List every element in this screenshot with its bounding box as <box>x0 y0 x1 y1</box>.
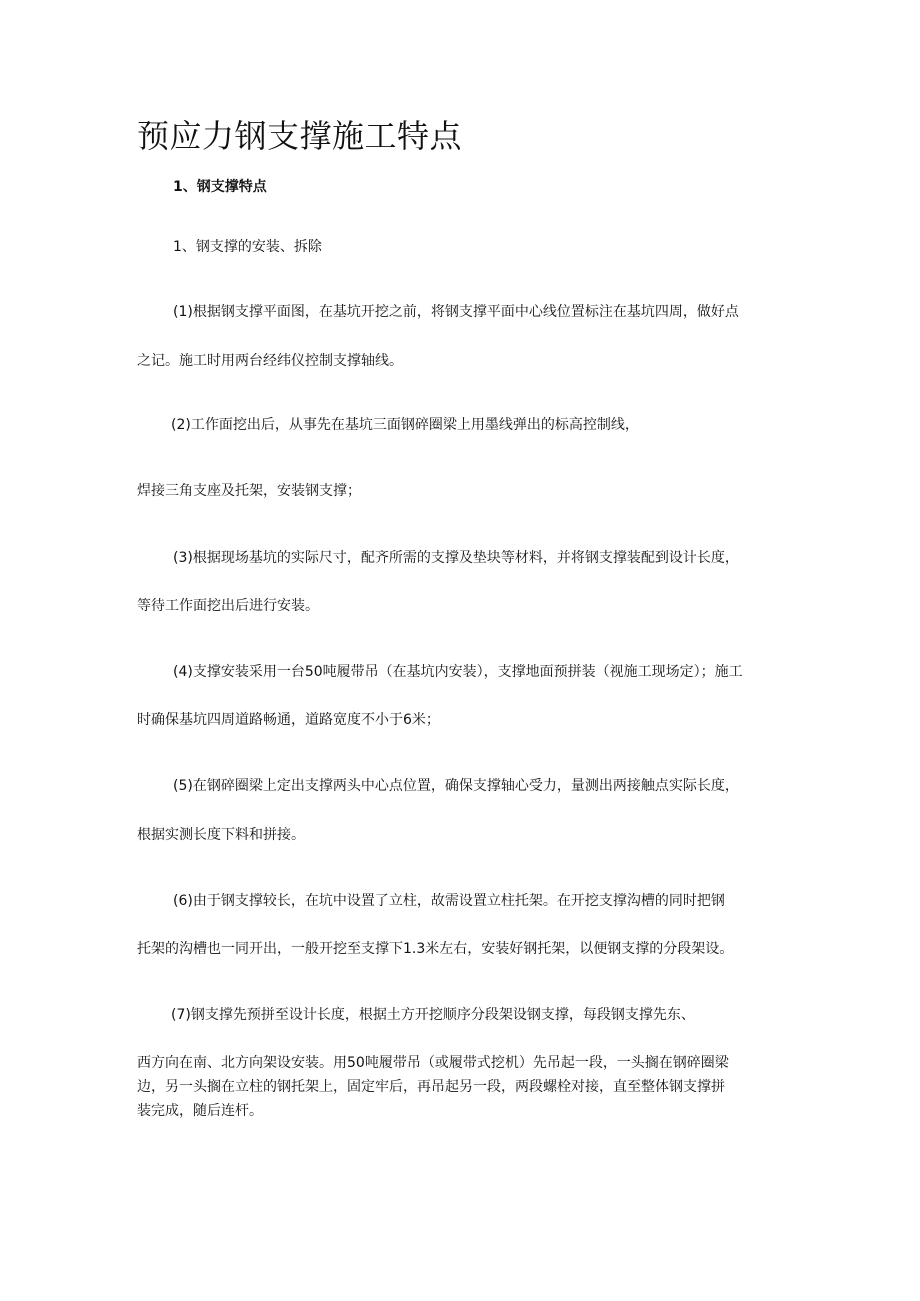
paragraph-2-line-1: (2)工作面挖出后，从事先在基坑三面钢碎圈梁上用墨线弹出的标高控制线， <box>171 417 639 433</box>
paragraph-3-line-2: 等待工作面挖出后进行安装。 <box>137 598 319 614</box>
subsection-heading: 1、钢支撑的安装、拆除 <box>173 239 322 255</box>
paragraph-4-line-2: 时确保基坑四周道路畅通，道路宽度不小于6米； <box>137 712 440 728</box>
paragraph-6-line-1: (6)由于钢支撑较长，在坑中设置了立柱，故需设置立柱托架。在开挖支撑沟槽的同时把钢 <box>173 893 725 909</box>
paragraph-7-line-1: (7)钢支撑先预拼至设计长度，根据土方开挖顺序分段架设钢支撑，每段钢支撑先东、 <box>171 1007 695 1023</box>
section-heading: 1、钢支撑特点 <box>173 179 267 195</box>
paragraph-7-line-3: 边，另一头搁在立柱的钢托架上，固定牢后，再吊起另一段，两段螺栓对接，直至整体钢支撑拼 <box>137 1079 725 1095</box>
paragraph-5-line-1: (5)在钢碎圈梁上定出支撑两头中心点位置，确保支撑轴心受力，量测出两接触点实际长度， <box>173 778 739 794</box>
paragraph-7-line-2: 西方向在南、北方向架设安装。用50吨履带吊（或履带式挖机）先吊起一段，一头搁在钢碎圈梁 <box>137 1055 729 1071</box>
page-title: 预应力钢支撑施工特点 <box>137 117 463 155</box>
paragraph-6-line-2: 托架的沟槽也一同开出，一般开挖至支撑下1.3米左右，安装好钢托架，以便钢支撑的分段架设。 <box>137 941 734 957</box>
paragraph-3-line-1: (3)根据现场基坑的实际尺寸，配齐所需的支撑及垫块等材料，并将钢支撑装配到设计长度， <box>173 550 739 566</box>
paragraph-7-line-4: 装完成，随后连杆。 <box>137 1103 263 1119</box>
paragraph-1-line-1: (1)根据钢支撑平面图，在基坑开挖之前，将钢支撑平面中心线位置标注在基坑四周，做好点 <box>173 304 739 320</box>
paragraph-1-line-2: 之记。施工时用两台经纬仪控制支撑轴线。 <box>137 353 403 369</box>
paragraph-2-line-2: 焊接三角支座及托架，安装钢支撑； <box>137 483 361 499</box>
paragraph-5-line-2: 根据实测长度下料和拼接。 <box>137 827 305 843</box>
paragraph-4-line-1: (4)支撑安装采用一台50吨履带吊（在基坑内安装），支撑地面预拼装（视施工现场定）；施工 <box>173 664 743 680</box>
